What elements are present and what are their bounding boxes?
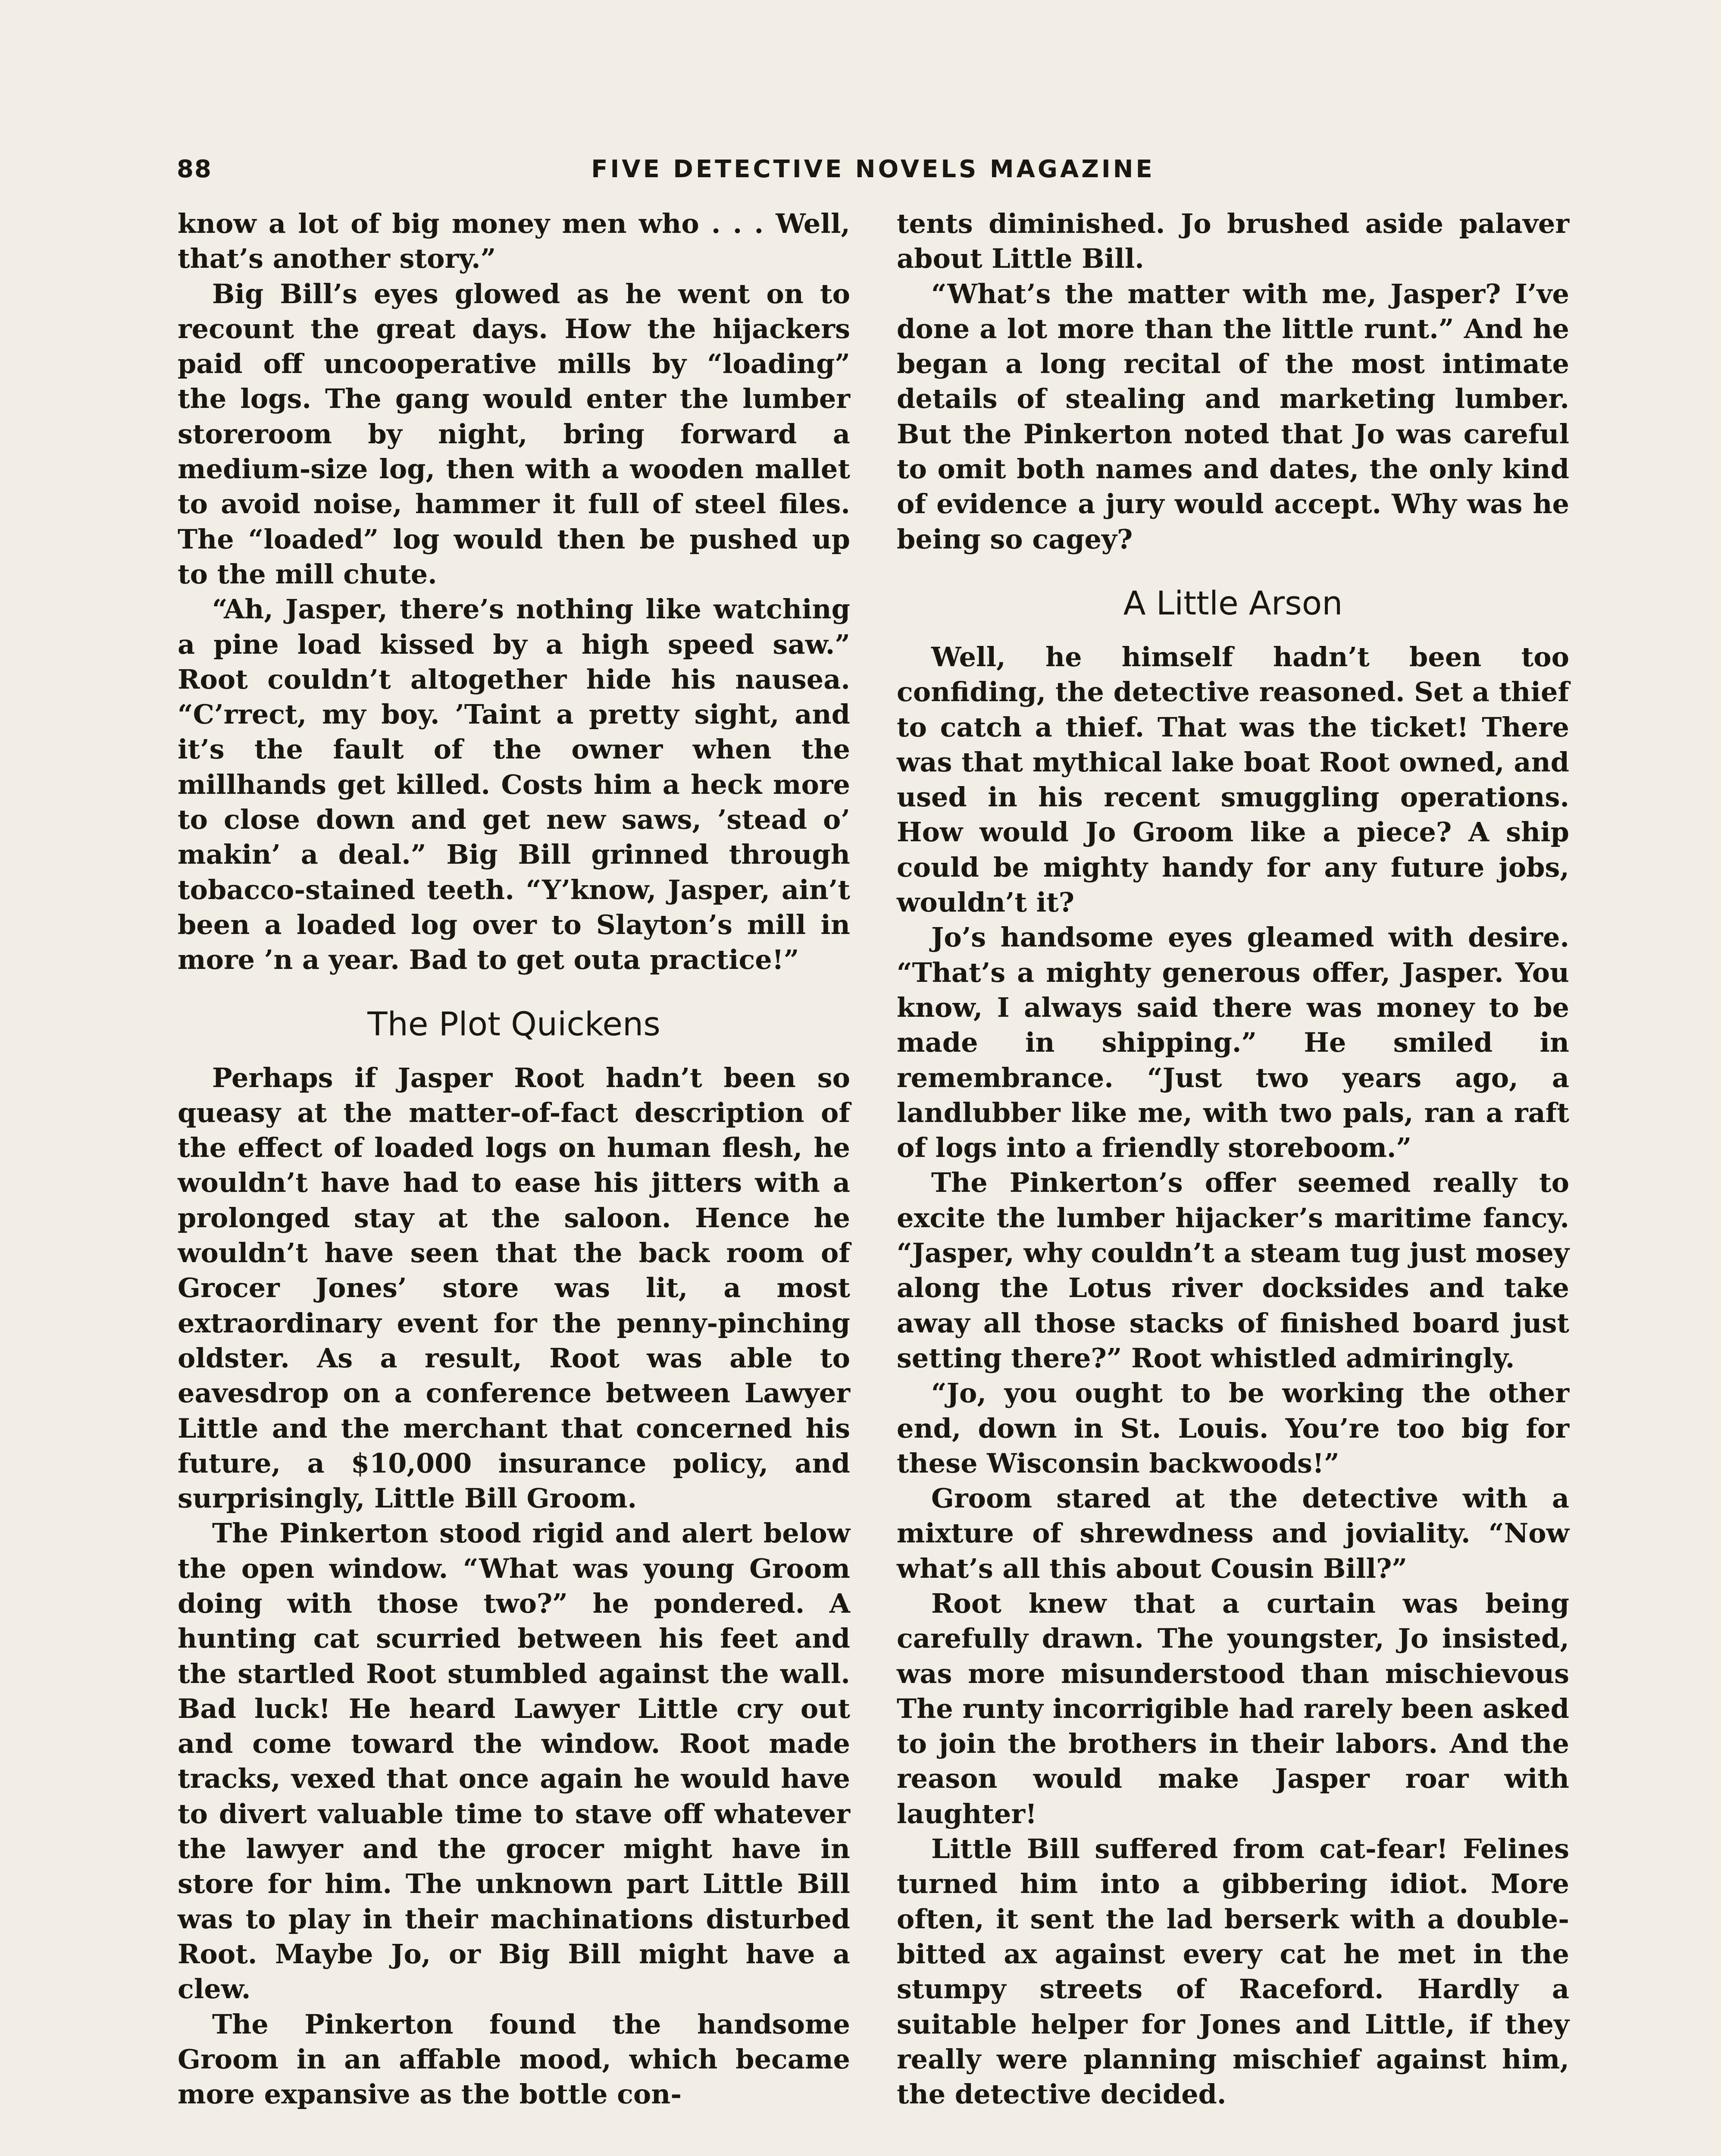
- paragraph: “What’s the matter with me, Jasper? I’ve done a lot more than the little runt.” And he began a long recital of the most intimate details of stealing and marketing lumber. But the Pinkerton noted that Jo was careful to omit both names and dates, the only kind of evidence a jury would accept. Why was he being so cagey?: [897, 278, 1569, 555]
- section-heading: The Plot Quickens: [367, 1004, 660, 1043]
- paragraph: Big Bill’s eyes glowed as he went on to recount the great days. How the hijackers paid off uncooperative mills by “loading” the logs. The gang would enter the lumber storeroom by night, bring forward a medium-size log, then with a wooden mallet to avoid noise, hammer it full of steel files. The “loaded” log would then be pushed up to the mill chute.: [178, 278, 850, 590]
- paragraph: The Pinkerton stood rigid and alert below the open window. “What was young Groom doing with those two?” he pondered. A hunting cat scurried between his feet and the startled Root stumbled against the wall. Bad luck! He heard Lawyer Little cry out and come toward the window. Root made tracks, vexed that once again he would have to divert valuable time to stave off whatever the lawyer and the grocer might have in store for him. The unknown part Little Bill was to play in their machinations disturbed Root. Maybe Jo, or Big Bill might have a clew.: [178, 1517, 850, 2005]
- page-header: [177, 155, 1569, 203]
- paragraph: know a lot of big money men who . . . Well, that’s another story.”: [178, 208, 850, 275]
- paragraph: The Pinkerton found the handsome Groom in an affable mood, which became more expansive as the bottle con-: [178, 2008, 850, 2110]
- running-title: FIVE DETECTIVE NOVELS MAGAZINE: [591, 155, 1155, 183]
- paragraph: Jo’s handsome eyes gleamed with desire. “That’s a mighty generous offer, Jasper. You know, I always said there was money to be made in shipping.” He smiled in remembrance. “Just two years ago, a landlubber like me, with two pals, ran a raft of logs into a friendly storeboom.”: [897, 921, 1569, 1164]
- page-number: 88: [177, 155, 212, 183]
- paragraph: “Ah, Jasper, there’s nothing like watching a pine load kissed by a high speed saw.” Root couldn’t altogether hide his nausea. “C’rrect, my boy. ’Taint a pretty sight, and it’s the fault of the owner when the millhands get killed. Costs him a heck more to close down and get new saws, ’stead o’ makin’ a deal.” Big Bill grinned through tobacco-stained teeth. “Y’know, Jasper, ain’t been a loaded log over to Slayton’s mill in more ’n a year. Bad to get outa practice!”: [178, 593, 850, 976]
- paragraph: Root knew that a curtain was being carefully drawn. The youngster, Jo insisted, was more misunderstood than mischievous The runty incorrigible had rarely been asked to join the brothers in their labors. And the reason would make Jasper roar with laughter!: [897, 1587, 1569, 1830]
- paragraph: “Jo, you ought to be working the other end, down in St. Louis. You’re too big for these Wisconsin backwoods!”: [897, 1377, 1569, 1479]
- paragraph: tents diminished. Jo brushed aside palaver about Little Bill.: [897, 208, 1569, 275]
- paragraph: Perhaps if Jasper Root hadn’t been so queasy at the matter-of-fact description of the effect of loaded logs on human flesh, he wouldn’t have had to ease his jitters with a prolonged stay at the saloon. Hence he wouldn’t have seen that the back room of Grocer Jones’ store was lit, a most extraordinary event for the penny-pinching oldster. As a result, Root was able to eavesdrop on a conference between Lawyer Little and the merchant that concerned his future, a $10,000 insurance policy, and surprisingly, Little Bill Groom.: [178, 1062, 850, 1514]
- section-heading: A Little Arson: [1123, 583, 1343, 622]
- left-column: [178, 206, 850, 2112]
- paragraph: Well, he himself hadn’t been too confiding, the detective reasoned. Set a thief to catch a thief. That was the ticket! There was that mythical lake boat Root owned, and used in his recent smuggling operations. How would Jo Groom like a piece? A ship could be mighty handy for any future jobs, wouldn’t it?: [897, 641, 1569, 918]
- paragraph: The Pinkerton’s offer seemed really to excite the lumber hijacker’s maritime fancy. “Jasper, why couldn’t a steam tug just mosey along the Lotus river docksides and take away all those stacks of finished board just setting there?” Root whistled admiringly.: [897, 1167, 1569, 1374]
- paragraph: Little Bill suffered from cat-fear! Felines turned him into a gibbering idiot. More often, it sent the lad berserk with a double-bitted ax against every cat he met in the stumpy streets of Raceford. Hardly a suitable helper for Jones and Little, if they really were planning mischief against him, the detective decided.: [897, 1833, 1569, 2110]
- paragraph: Groom stared at the detective with a mixture of shrewdness and joviality. “Now what’s all this about Cousin Bill?”: [897, 1482, 1569, 1584]
- right-column: [897, 206, 1569, 2112]
